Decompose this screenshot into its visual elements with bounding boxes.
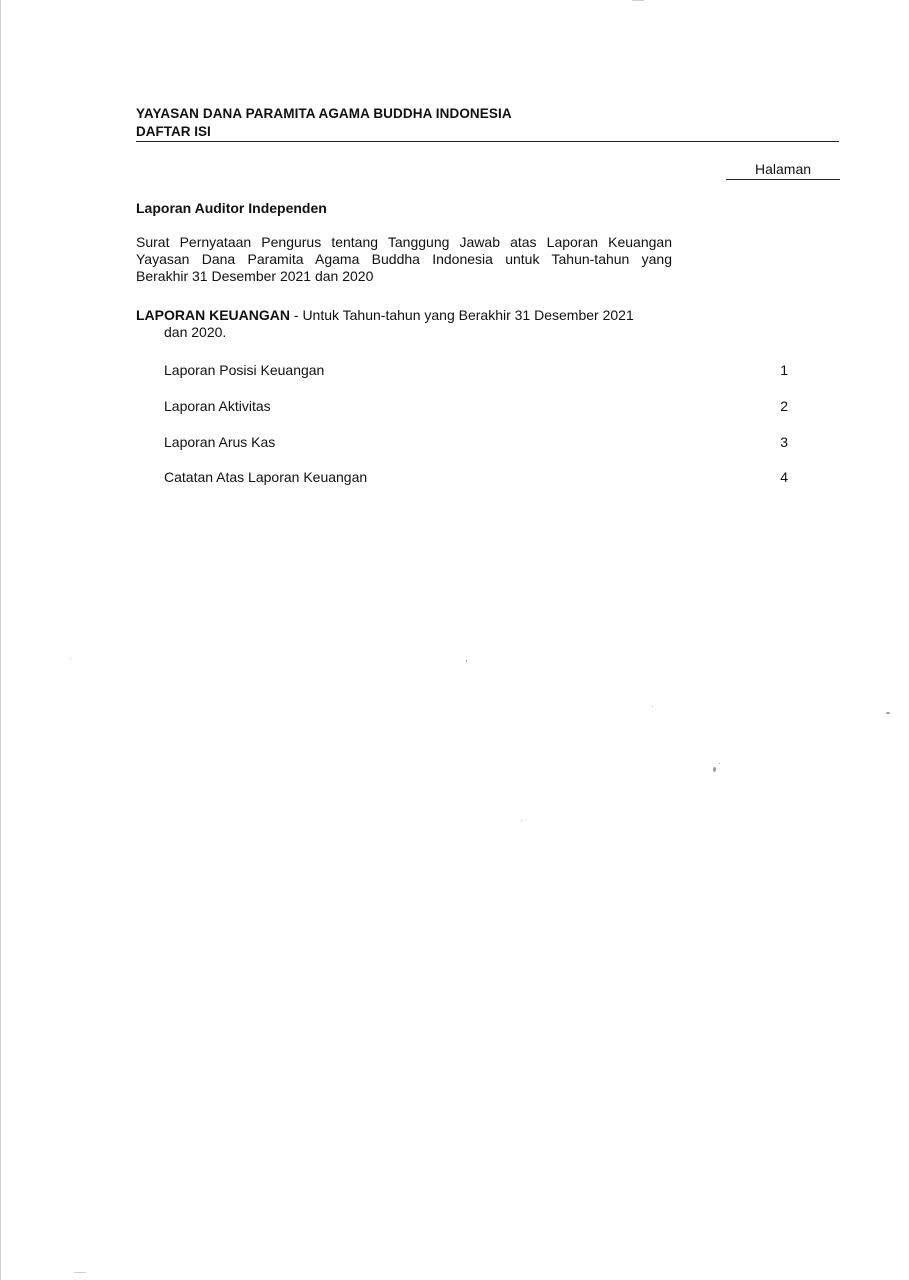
scan-speck <box>886 712 890 714</box>
toc-item-page: 4 <box>780 469 788 485</box>
scan-top-mark <box>632 0 644 1</box>
management-statement-entry <box>136 234 672 285</box>
toc-item-page: 1 <box>780 362 788 378</box>
auditor-report-entry: Laporan Auditor Independen <box>136 200 327 216</box>
scan-speck <box>466 660 467 662</box>
toc-item-title: Laporan Arus Kas <box>164 434 276 450</box>
toc-item-title: Laporan Aktivitas <box>164 398 271 414</box>
scan-speck <box>521 820 522 821</box>
scan-speck <box>652 706 653 707</box>
scan-speck <box>719 763 720 764</box>
header-rule <box>136 141 839 142</box>
document-title: DAFTAR ISI <box>136 124 211 139</box>
financial-statements-period: - Untuk Tahun-tahun yang Berakhir 31 Desember 2021 <box>290 307 634 323</box>
scan-speck <box>70 658 71 659</box>
management-statement-line-1: Surat Pernyataan Pengurus tentang Tanggung Jawab atas Laporan Keuangan <box>136 234 672 250</box>
organization-name: YAYASAN DANA PARAMITA AGAMA BUDDHA INDONESIA <box>136 106 512 121</box>
toc-item-page: 3 <box>780 434 788 450</box>
toc-item-title: Catatan Atas Laporan Keuangan <box>164 469 368 485</box>
scan-left-edge <box>0 0 1 1280</box>
financial-statements-heading <box>136 307 696 341</box>
scan-speck <box>713 767 716 772</box>
page-column-rule <box>726 179 840 180</box>
toc-item-page: 2 <box>780 398 788 414</box>
management-statement-line-3: Berakhir 31 Desember 2021 dan 2020 <box>136 268 374 284</box>
financial-statements-title: LAPORAN KEUANGAN <box>136 307 290 323</box>
scan-bottom-mark <box>74 1272 86 1273</box>
management-statement-line-2: Yayasan Dana Paramita Agama Buddha Indonesia untuk Tahun-tahun yang <box>136 251 672 267</box>
page-column-label: Halaman <box>754 161 812 177</box>
toc-item-title: Laporan Posisi Keuangan <box>164 362 325 378</box>
financial-statements-period-cont: dan 2020. <box>164 324 227 340</box>
